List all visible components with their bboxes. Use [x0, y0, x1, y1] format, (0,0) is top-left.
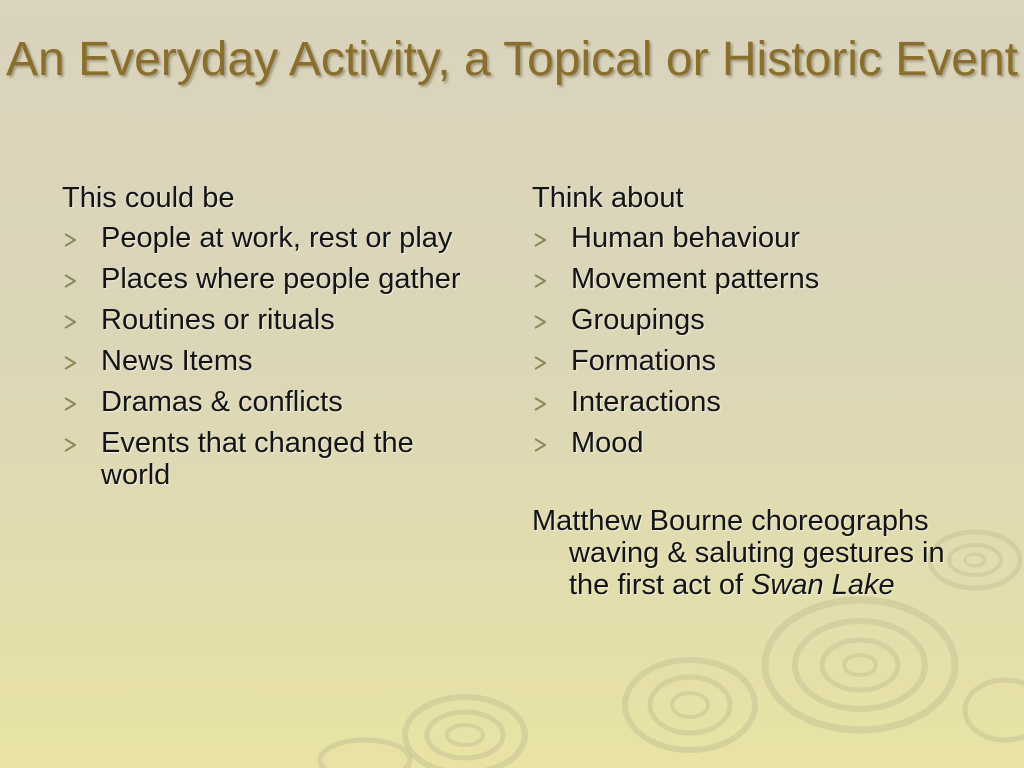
arrow-bullet-icon: [64, 315, 76, 329]
list-item-text: Movement patterns: [571, 263, 820, 295]
list-item: [62, 386, 482, 418]
arrow-bullet-icon: [534, 438, 546, 452]
arrow-bullet-icon: [64, 397, 76, 411]
list-item-text: Dramas & conflicts: [101, 386, 343, 418]
list-item-text: Routines or rituals: [101, 304, 335, 336]
note-text: Matthew Bourne choreographs waving & saluting gestures in the first act of: [532, 505, 945, 601]
left-bullet-list: [62, 222, 482, 491]
arrow-bullet-icon: [534, 233, 546, 247]
left-heading: This could be: [62, 182, 235, 214]
list-item-text: People at work, rest or play: [101, 222, 453, 254]
list-item: [62, 427, 482, 491]
list-item: [532, 345, 972, 377]
arrow-bullet-icon: [64, 356, 76, 370]
arrow-bullet-icon: [534, 397, 546, 411]
arrow-bullet-icon: [534, 315, 546, 329]
left-column: [62, 180, 482, 500]
list-item-text: Interactions: [571, 386, 721, 418]
right-bullet-list: [532, 222, 972, 459]
list-item-text: News Items: [101, 345, 253, 377]
arrow-bullet-icon: [64, 274, 76, 288]
list-item-text: Events that changed the world: [101, 427, 414, 491]
list-item: [532, 263, 972, 295]
list-item-text: Human behaviour: [571, 222, 800, 254]
list-item: [532, 304, 972, 336]
list-item-text: Formations: [571, 345, 717, 377]
list-item-text: Groupings: [571, 304, 705, 336]
slide-title: An Everyday Activity, a Topical or Historic Event: [6, 33, 1018, 86]
right-column: [532, 180, 972, 601]
bourne-note: [532, 505, 972, 601]
arrow-bullet-icon: [64, 233, 76, 247]
note-italic-title: Swan Lake: [751, 569, 895, 601]
list-item: [532, 427, 972, 459]
arrow-bullet-icon: [64, 438, 76, 452]
list-item: [532, 222, 972, 254]
right-heading: Think about: [532, 182, 684, 214]
arrow-bullet-icon: [534, 356, 546, 370]
list-item: [532, 386, 972, 418]
list-item: [62, 263, 482, 295]
list-item: [62, 345, 482, 377]
list-item-text: Places where people gather: [101, 263, 461, 295]
list-item: [62, 222, 482, 254]
list-item-text: Mood: [571, 427, 644, 459]
list-item: [62, 304, 482, 336]
arrow-bullet-icon: [534, 274, 546, 288]
